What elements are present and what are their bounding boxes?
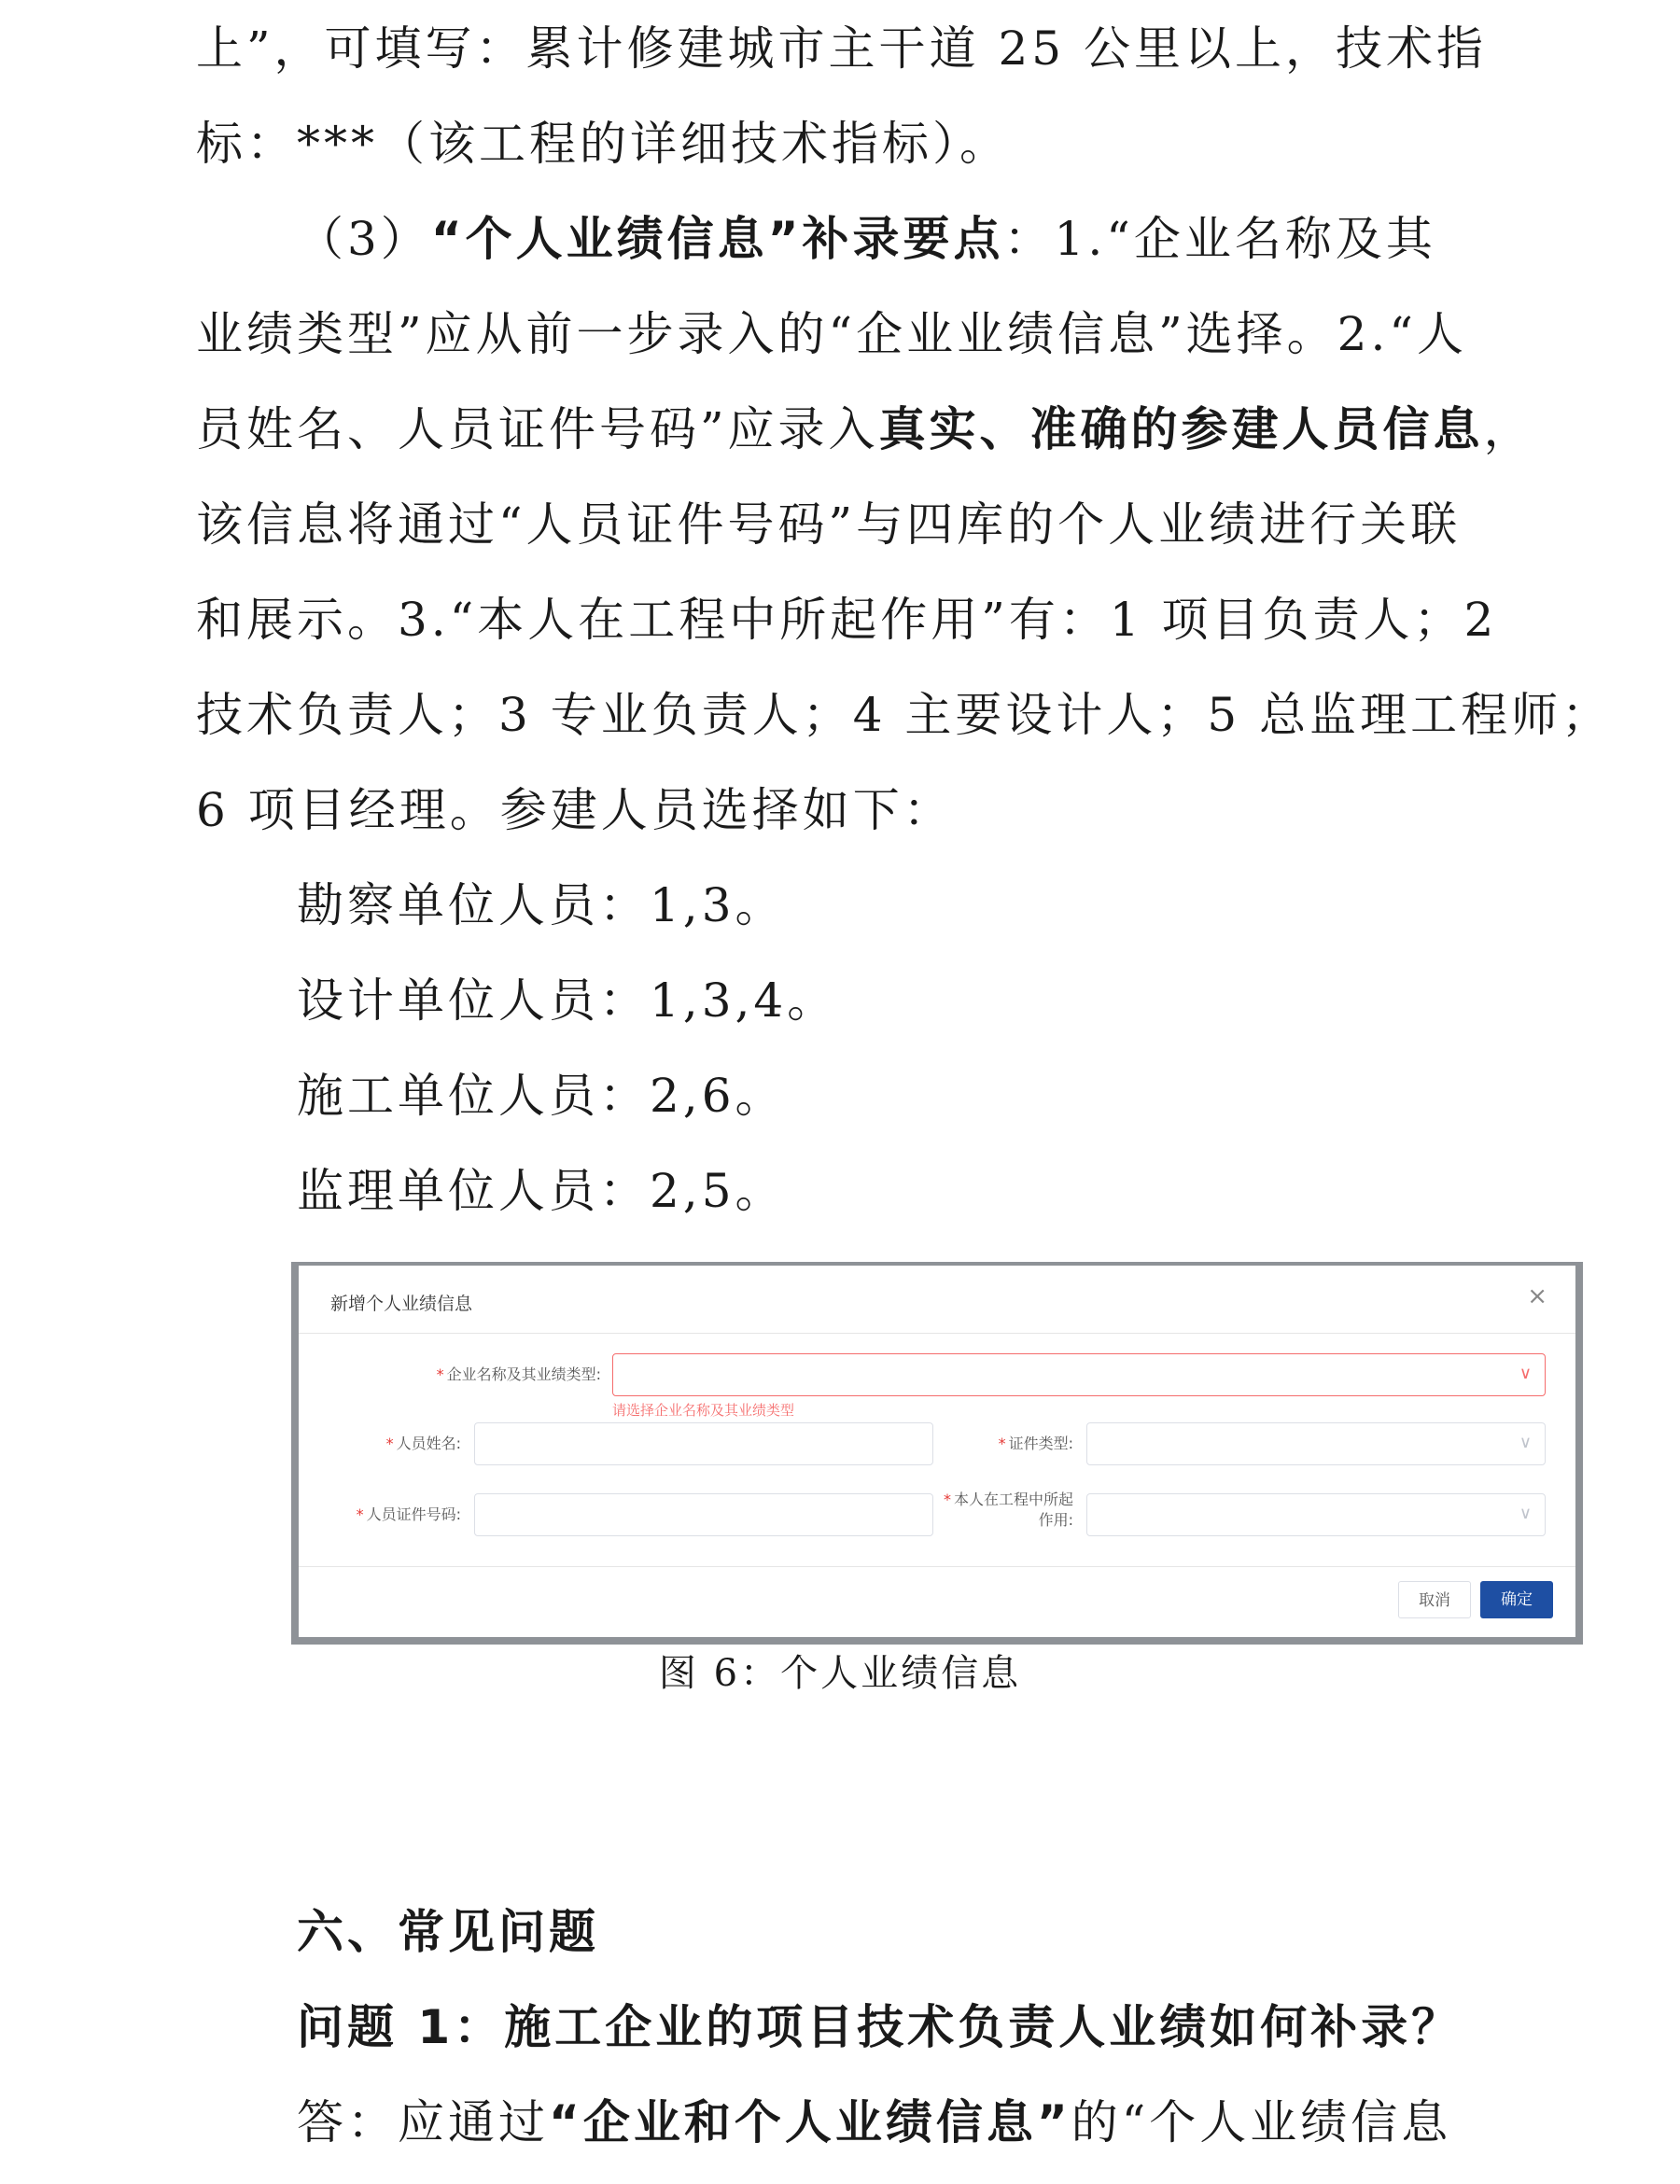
list-item: 设计单位人员：1,3,4。 xyxy=(297,973,838,1028)
list-item: 勘察单位人员：1,3。 xyxy=(297,878,786,932)
chevron-down-icon: ∨ xyxy=(1519,1433,1532,1452)
paragraph-line: 技术负责人；3 专业负责人；4 主要设计人；5 总监理工程师； xyxy=(196,688,1613,742)
cert-type-label: * 证件类型: xyxy=(998,1435,1073,1452)
text-run: ：1.“企业名称及其 xyxy=(1003,212,1436,266)
paragraph-line: 该信息将通过“人员证件号码”与四库的个人业绩进行关联 xyxy=(196,497,1462,552)
text-run: 员姓名、人员证件号码”应录入 xyxy=(196,402,879,456)
bold-text: “企业和个人业绩信息” xyxy=(549,2095,1071,2149)
confirm-button[interactable]: 确定 xyxy=(1480,1581,1553,1618)
required-mark: * xyxy=(436,1365,444,1383)
screenshot-figure xyxy=(291,1262,1583,1645)
paragraph-line: 业绩类型”应从前一步录入的“企业业绩信息”选择。2.“人 xyxy=(196,307,1467,361)
answer-line: 答：应通过“企业和个人业绩信息”的“个人业绩信息 xyxy=(297,2095,1452,2149)
company-error-message: 请选择企业名称及其业绩类型 xyxy=(612,1402,795,1419)
paragraph-line: 和展示。3.“本人在工程中所起作用”有：1 项目负责人；2 xyxy=(196,593,1498,647)
list-item: 施工单位人员：2,6。 xyxy=(297,1069,786,1123)
dialog-title: 新增个人业绩信息 xyxy=(330,1294,473,1314)
question-heading: 问题 1：施工企业的项目技术负责人业绩如何补录？ xyxy=(297,2000,1463,2054)
name-input[interactable] xyxy=(474,1422,933,1465)
paragraph-line: 6 项目经理。参建人员选择如下： xyxy=(196,783,954,837)
cancel-button[interactable]: 取消 xyxy=(1398,1581,1471,1618)
company-select[interactable] xyxy=(612,1353,1546,1396)
cert-type-select[interactable] xyxy=(1086,1422,1546,1465)
close-icon[interactable]: × xyxy=(1527,1282,1547,1310)
section-heading: 六、常见问题 xyxy=(297,1905,599,1959)
paragraph-line: 标：***（该工程的详细技术指标）。 xyxy=(196,117,1010,171)
bold-text: 真实、准确的参建人员信息 xyxy=(878,402,1484,456)
chevron-down-icon: ∨ xyxy=(1519,1504,1532,1523)
paragraph-line xyxy=(196,401,1534,457)
bold-heading: “个人业绩信息”补录要点 xyxy=(430,212,1004,266)
paragraph-line xyxy=(297,211,1436,267)
figure-caption: 图 6：个人业绩信息 xyxy=(658,1652,1022,1695)
cert-number-input[interactable] xyxy=(474,1493,933,1536)
text-run: ， xyxy=(1483,402,1534,456)
divider xyxy=(299,1566,1575,1567)
name-label: * 人员姓名: xyxy=(385,1435,461,1452)
cert-number-label: * 人员证件号码: xyxy=(356,1505,461,1523)
role-label: * 本人在工程中所起 作用: xyxy=(943,1491,1073,1529)
list-item: 监理单位人员：2,5。 xyxy=(297,1164,786,1218)
role-select[interactable] xyxy=(1086,1493,1546,1536)
paragraph-line: 上”，可填写：累计修建城市主干道 25 公里以上，技术指 xyxy=(196,21,1487,76)
company-label: * 企业名称及其业绩类型: xyxy=(436,1365,601,1383)
chevron-down-icon: ∨ xyxy=(1519,1364,1532,1383)
add-personal-performance-dialog xyxy=(299,1266,1575,1637)
divider xyxy=(299,1333,1575,1334)
item-number: （3） xyxy=(297,212,431,266)
